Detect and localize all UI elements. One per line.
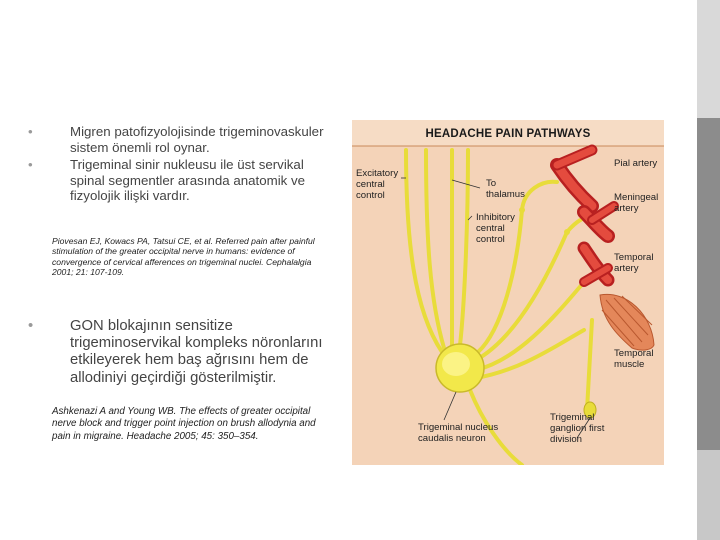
label-temporal-muscle: Temporal muscle	[614, 348, 654, 370]
bullet-text: Trigeminal sinir nukleusu ile üst servikal spinal segmentler arasında anatomik ve fizyolojik ilişki vardır.	[70, 157, 306, 204]
bullet-text: Migren patofizyolojisinde trigeminovaskuler sistem önemli rol oynar.	[70, 124, 324, 155]
bullet-item	[28, 124, 328, 155]
bullet-list-bottom	[28, 318, 328, 387]
label-ganglion: Trigeminal ganglion first division	[550, 412, 605, 445]
bullet-dot: •	[28, 157, 33, 173]
bullet-item	[28, 318, 328, 387]
label-temporal-artery: Temporal artery	[614, 252, 654, 274]
bullet-text: GON blokajının sensitize trigeminoservikal kompleks nöronlarını etkileyerek hem baş ağrısını hem de allodiniyi geçirdiği gösterilmiştir.	[70, 318, 323, 386]
label-nucleus: Trigeminal nucleus caudalis neuron	[418, 422, 499, 444]
citation-piovesan: Piovesan EJ, Kowacs PA, Tatsui CE, et al. Referred pain after painful stimulation of the greater occipital nerve in humans: evidence of convergence of cervical afferences on trigeminal nuclei. Cephalalgia 2001; 21: 107-109.	[52, 236, 315, 278]
temporal-muscle-shape	[600, 294, 654, 350]
accent-bar-bottom	[697, 450, 720, 540]
label-to-thalamus: To thalamus	[486, 178, 525, 200]
pial-artery	[552, 150, 592, 206]
label-meningeal-artery: Meningeal artery	[614, 192, 659, 214]
figure-title: HEADACHE PAIN PATHWAYS	[425, 128, 591, 140]
citation-ashkenazi: Ashkenazi A and Young WB. The effects of greater occipital nerve block and trigger point injection on brush allodynia and pain in migraine. Headache 2005; 45: 350–354.	[52, 406, 316, 442]
bullet-dot: •	[28, 124, 33, 139]
bullet-dot: •	[28, 318, 34, 334]
bullet-item	[28, 157, 328, 204]
meningeal-artery	[584, 206, 614, 236]
label-inhibitory: Inhibitory central control	[476, 212, 515, 245]
temporal-artery	[584, 248, 608, 282]
bullet-list-top	[28, 124, 328, 206]
accent-bar-middle	[697, 118, 720, 450]
slide-accent-bar	[697, 0, 720, 540]
label-pial-artery: Pial artery	[614, 158, 658, 169]
headache-pathways-figure	[352, 120, 664, 465]
label-excitatory: Excitatory central control	[356, 168, 399, 201]
accent-bar-top	[697, 0, 720, 118]
